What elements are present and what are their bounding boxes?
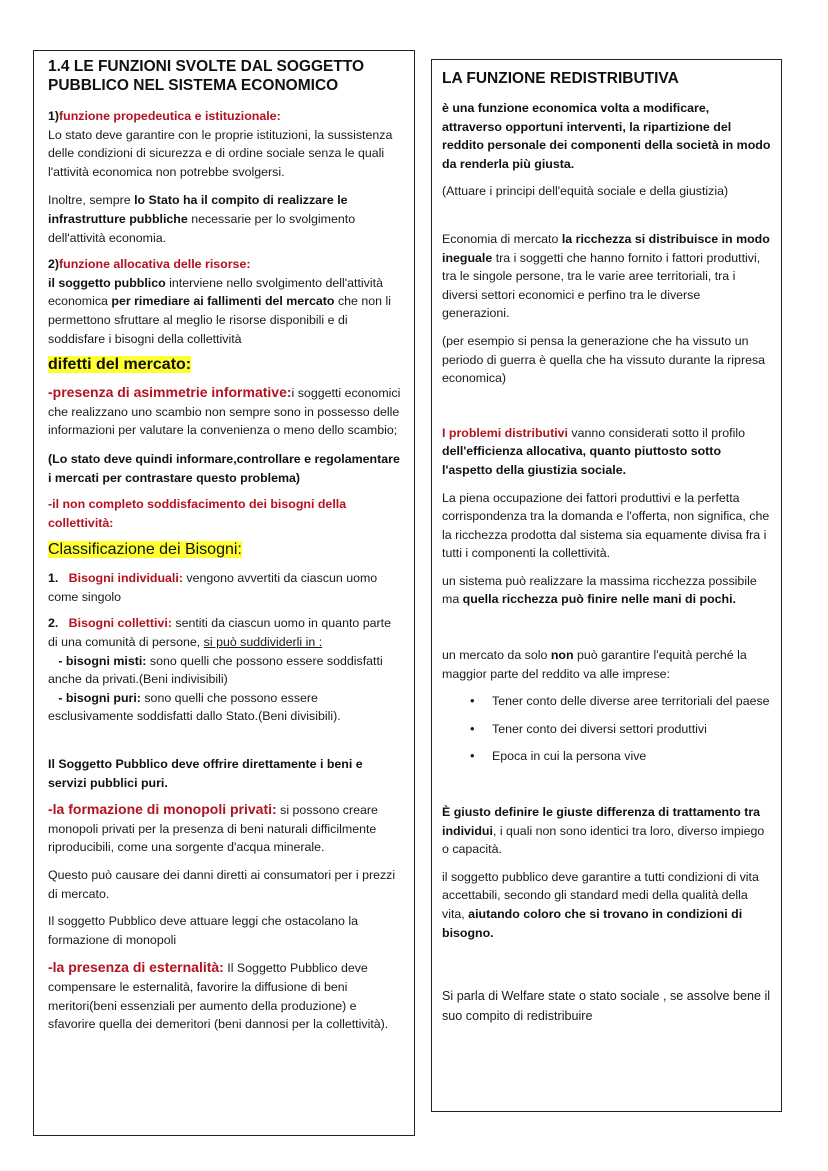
f2-heading: funzione allocativa delle risorse:	[59, 257, 251, 272]
merc-post: può garantire l'equità perché la maggior parte del reddito va alle imprese:	[442, 648, 747, 681]
p2-post: necessarie per lo svolgimento dell'attività economia.	[48, 211, 356, 245]
b2-under: si può suddividerli in :	[203, 635, 323, 650]
f1-num: 1)	[48, 109, 60, 123]
left-column	[33, 50, 415, 1136]
giusto-paragraph	[442, 803, 771, 859]
def-paragraph	[442, 99, 771, 173]
offrire-bold: Il Soggetto Pubblico deve offrire direttamente i beni e servizi pubblici puri.	[48, 757, 363, 790]
f2-post: che non li permettono sfruttare al meglio le risorse disponibili e di soddisfare i bisogni della collettività	[48, 294, 391, 346]
classif-heading	[48, 540, 401, 560]
piena-paragraph: La piena occupazione dei fattori produttivi e la perfetta corrispondenza tra la domanda e l'offerta, non significa, che la ricchezza prodotta dal sistema sia equamente divisa fra i tutti i componenti la collettività.	[442, 490, 770, 561]
eco-bold: la ricchezza si distribuisce in modo ineguale	[442, 231, 770, 265]
mono-text: si possono creare monopoli privati per la presenza di beni naturali difficilmente riproducibili, come una sorgente d'acqua minerale.	[48, 803, 378, 855]
nonsod-heading: -il non completo soddisfacimento dei bisogni della collettività:	[48, 497, 347, 530]
b2-num: 2.	[48, 616, 59, 631]
sistema-paragraph	[442, 572, 771, 609]
f2-bold1: il soggetto pubblico	[48, 275, 166, 290]
asim-text: i soggetti economici che realizzano uno scambio non sempre sono in possesso delle informazioni per valutare la convenienza o meno dello scambio;	[48, 386, 401, 438]
list-item: • Tener conto dei diversi settori produttivi	[442, 720, 771, 739]
asim-heading: -presenza di asimmetrie informative:	[48, 384, 292, 401]
difetti-heading	[48, 355, 401, 375]
misti-text: sono quelli che possono essere soddisfatti anche da privati.(Beni indivisibili)	[48, 653, 383, 687]
asimmetrie-paragraph	[48, 383, 401, 440]
b2-text: sentiti da ciascun uomo in quanto parte di una comunità di persone,	[48, 616, 391, 650]
puri-heading: - bisogni puri:	[58, 690, 141, 705]
prob-bold: dell'efficienza allocativa, quanto piuttosto sotto l'aspetto della giustizia sociale.	[442, 444, 722, 477]
f1-text: Lo stato deve garantire con le proprie istituzioni, la sussistenza delle condizioni di sicurezza e di ordine sociale senza le quali l'attività economica non potrebbe svolgersi.	[48, 127, 393, 179]
classif-label: Classificazione dei Bisogni:	[48, 541, 242, 559]
def-paren: (Attuare i principi dell'equità sociale e della giustizia)	[442, 184, 729, 199]
problemi-paragraph	[442, 424, 771, 480]
misti-heading: - bisogni misti:	[58, 653, 147, 668]
giusto-post: , i quali non sono identici tra loro, diverso impiego o capacità.	[442, 823, 765, 857]
asim-bold: (Lo stato deve quindi informare,controllare e regolamentare i mercati per contrastare questo problema)	[48, 451, 400, 485]
eco-post: tra i soggetti che hanno fornito i fattori produttivi, tra le singole persone, tra le varie aree territoriali, tra i diversi settori economici e perfino tra le diverse generazioni.	[442, 250, 761, 321]
difetti-label: difetti del mercato:	[48, 356, 192, 374]
nonsod-paragraph	[48, 495, 401, 532]
merc-bold: non	[550, 648, 574, 663]
puri-text: sono quelli che possono essere esclusivamente soddisfatti dallo Stato.(Beni divisibili).	[48, 690, 341, 724]
f1-paragraph	[48, 107, 401, 181]
esternalita-paragraph	[48, 958, 401, 1033]
sist-bold: quella ricchezza può finire nelle mani di pochi.	[462, 592, 736, 607]
economia-paragraph	[442, 230, 771, 323]
garant-pre: il soggetto pubblico deve garantire a tutti condizioni di vita accettabili, secondo gli standard medi della qualità della vita,	[442, 869, 759, 921]
welfare-paragraph: Si parla di Welfare state o stato sociale , se assolve bene il suo compito di redistribuire	[442, 989, 771, 1024]
monopoli-leggi: Il soggetto Pubblico deve attuare leggi che ostacolano la formazione di monopoli	[48, 914, 358, 947]
b1-text: vengono avvertiti da ciascun uomo come singolo	[48, 571, 378, 604]
giusto-bold: È giusto definire le giuste differenza di trattamento tra individui	[442, 805, 761, 838]
bullet-list	[442, 692, 771, 766]
esempio-paragraph: (per esempio si pensa la generazione che ha vissuto un periodo di guerra è quella che ha vissuto durante la ripresa economica)	[442, 333, 766, 386]
infrastrutture-paragraph	[48, 191, 401, 247]
p2-pre: Inoltre, sempre	[48, 193, 135, 208]
eco-pre: Economia di mercato	[442, 231, 562, 246]
asimmetrie-note	[48, 450, 401, 487]
offrire-paragraph	[48, 755, 401, 792]
f2-paragraph	[48, 255, 401, 348]
f1-heading: funzione propedeutica e istituzionale:	[59, 109, 281, 123]
bisogni-individuali	[48, 569, 401, 606]
def-bold: è una funzione economica volta a modificare, attraverso opportuni interventi, la ripartizione del reddito personale dei componenti della società in modo da renderla più giusta.	[442, 101, 771, 171]
list-item: • Tener conto delle diverse aree territoriali del paese	[442, 692, 771, 711]
est-heading: -la presenza di esternalità:	[48, 959, 224, 976]
b1-heading: Bisogni individuali:	[68, 571, 183, 586]
p2-bold: lo Stato ha il compito di realizzare le infrastrutture pubbliche	[48, 193, 348, 226]
bisogni-collettivi	[48, 614, 401, 726]
b2-heading: Bisogni collettivi:	[68, 616, 172, 631]
f2-bold2: per rimediare ai fallimenti del mercato	[111, 294, 335, 309]
right-title: LA FUNZIONE REDISTRIBUTIVA	[442, 70, 679, 87]
b1-num: 1.	[48, 571, 59, 586]
mono-heading: -la formazione di monopoli privati:	[48, 801, 277, 818]
est-text: Il Soggetto Pubblico deve compensare le esternalità, favorire la diffusione di beni meritori(beni essenziali per aumento della produzione) e sfavorire quella dei demeritori (beni dannosi per la collettività).	[48, 961, 389, 1032]
f2-num: 2)	[48, 257, 60, 272]
monopoli-paragraph	[48, 800, 401, 857]
garantire-paragraph	[442, 868, 771, 942]
prob-red: I problemi distributivi	[442, 425, 568, 440]
garant-bold: aiutando coloro che si trovano in condizioni di bisogno.	[442, 907, 743, 940]
merc-pre: un mercato da solo	[442, 648, 551, 663]
prob-mid: vanno considerati sotto il profilo	[567, 425, 745, 440]
sist-pre: un sistema può realizzare la massima ricchezza possibile ma	[442, 573, 757, 607]
right-column	[431, 59, 782, 1112]
f2-mid: interviene nello svolgimento dell'attività economica	[48, 275, 383, 309]
mercato-paragraph	[442, 646, 771, 683]
monopoli-danni: Questo può causare dei danni diretti ai consumatori per i prezzi di mercato.	[48, 868, 396, 901]
left-title: 1.4 LE FUNZIONI SVOLTE DAL SOGGETTO PUBBLICO NEL SISTEMA ECONOMICO	[48, 58, 365, 94]
list-item: • Epoca in cui la persona vive	[442, 747, 771, 766]
